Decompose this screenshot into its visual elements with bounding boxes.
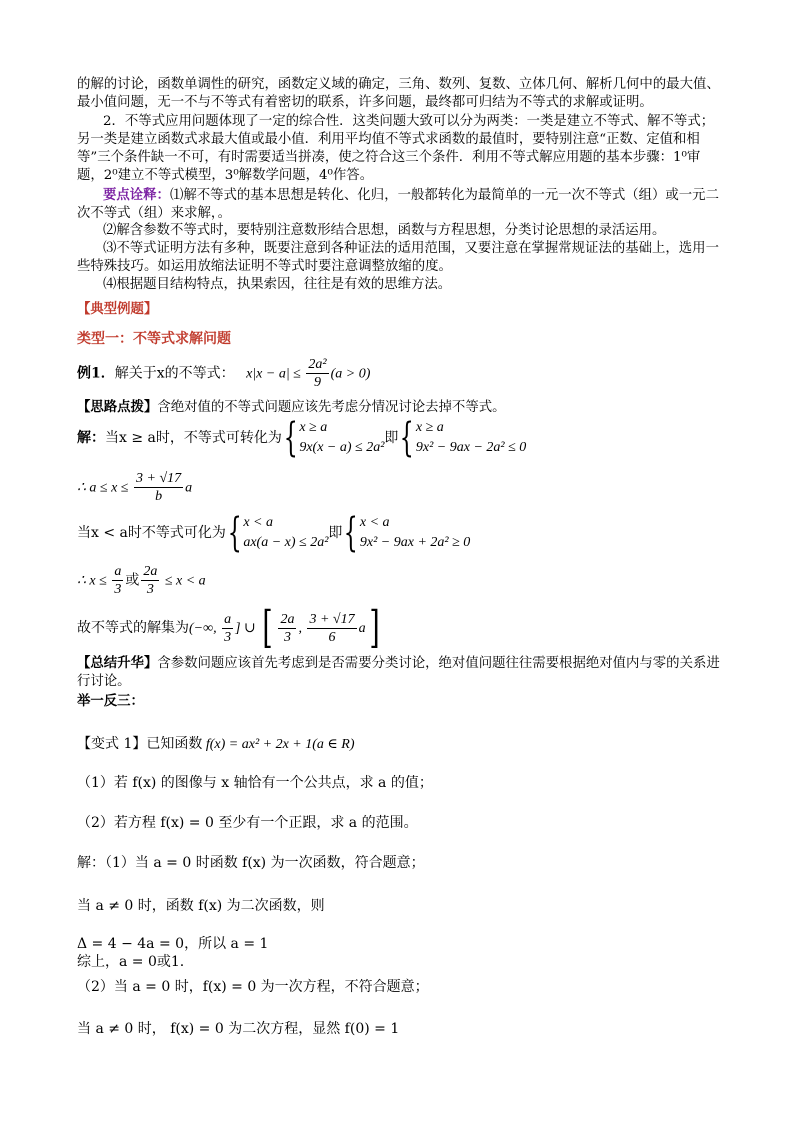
variant-question-1: （1）若 f(x) 的图像与 x 轴恰有一个公共点，求 a 的值； (77, 775, 433, 791)
typical-examples-heading: 【典型例题】 (77, 301, 158, 317)
hint-text: 含绝对值的不等式问题应该先考虑分情况讨论去掉不等式。 (157, 400, 506, 415)
solution-case-2: 当x < a时不等式可化为{ x < a ax(a − x) ≤ 2a² 即{ x < a 9x² − 9ax + 2a² ≥ 0 (77, 510, 471, 556)
solution-case-2-text: 当x < a时不等式可化为 (77, 525, 226, 541)
variant-solution-1: 解：（1）当 a = 0 时函数 f(x) 为一次函数，符合题意； (77, 855, 425, 871)
summary-paragraph (77, 654, 722, 691)
key-point-1 (77, 186, 722, 223)
type-one-heading: 类型一：不等式求解问题 (77, 331, 231, 347)
example-1-label: 例1． (77, 365, 115, 382)
paragraph-intro-continuation: 的解的讨论，函数单调性的研究，函数定义域的确定，三角、数列、复数、立体几何、解析几何中的最大值、最小值问题，无一不与不等式有着密切的联系，许多问题，最终都可归结为不等式的求解或证明。 (77, 77, 720, 110)
variant-solution-5: （2）当 a = 0 时，f(x) = 0 为一次方程，不符合题意； (77, 979, 429, 995)
solution-case-1-text: 当x ≥ a时，不等式可转化为 (105, 430, 282, 446)
variant-solution-3: Δ = 4 − 4a = 0，所以 a = 1 (77, 936, 269, 952)
huo-word: 或 (125, 572, 140, 589)
key-point-2: ⑵解含参数不等式时，要特别注意数形结合思想，函数与方程思想，分类讨论思想的录活运用。 (103, 223, 666, 238)
variant-1-text: 已知函数 (146, 736, 203, 752)
paragraph-application: 2．不等式应用问题体现了一定的综合性．这类问题大致可以分为两类：一类是建立不等式、解不等式；另一类是建立函数式求最大值或最小值．利用平均值不等式求函数的最值时，要特别注意“正数、定值和相等”三个条件缺一不可，有时需要适当拼凑，使之符合这三个条件．利用不等式解应用题的基本步骤：1⁰审题，2⁰建立不等式模型，3⁰解数学问题，4⁰作答。 (77, 114, 715, 183)
variant-1-statement: 【变式 1】已知函数 f(x) = ax² + 2x + 1(a ∈ R) (77, 736, 355, 752)
hint-label: 【思路点拨】 (77, 399, 158, 415)
solution-case-2-result: ∴ x ≤ $\frac{a}{3}$ 或 $\frac{2a}{3}$ ≤ x < a (77, 564, 206, 597)
key-point-1-text: ⑴解不等式的基本思想是转化、化归，一般都转化为最简单的一元一次不等式（组）或一元二次不等式（组）来求解，。 (77, 188, 719, 221)
ji-word-2: 即 (328, 525, 343, 541)
variant-question-2: （2）若方程 f(x) = 0 至少有一个正跟，求 a 的范围。 (77, 815, 418, 831)
variant-solution-2: 当 a ≠ 0 时，函数 f(x) 为二次函数，则 (77, 898, 325, 914)
ji-word: 即 (384, 430, 399, 446)
variant-solution-6: 当 a ≠ 0 时， f(x) = 0 为二次方程，显然 f(0) = 1 (77, 1021, 400, 1037)
summary-label: 【总结升华】 (77, 655, 158, 671)
key-points-label: 要点诠释： (103, 187, 170, 203)
variant-solution-4: 综上，a = 0或1. (77, 954, 185, 970)
key-point-4: ⑷根据题目结构特点，执果索因，往往是有效的思维方法。 (103, 277, 452, 292)
solution-case-1-result: ∴ a ≤ x ≤ $\frac{3 + √17}{b}$ a (77, 471, 193, 504)
variant-1-label: 【变式 1】 (77, 736, 147, 752)
example-1-text: 解关于x的不等式： (114, 365, 235, 382)
solution-case-1: 解：当x ≥ a时，不等式可转化为{ x ≥ a 9x(x − a) ≤ 2a² 即{ x ≥ a 9x² − 9ax − 2a² ≤ 0 (77, 415, 527, 461)
practice-heading: 举一反三： (77, 693, 144, 709)
solution-set-text: 故不等式的解集为 (77, 620, 189, 636)
example-1-statement: 例1．解关于x的不等式： x|x − a| ≤ $\frac{\text{2a²}}{9}$ (a > 0) (77, 357, 371, 390)
summary-text: 含参数问题应该首先考虑到是否需要分类讨论，绝对值问题往往需要根据绝对值内与零的关系进行讨论。 (77, 656, 720, 689)
key-point-3: ⑶不等式证明方法有多种，既要注意到各种证法的适用范围，又要注意在掌握常规证法的基础上，选用一些特殊技巧。如运用放缩法证明不等式时要注意调整放缩的度。 (77, 241, 719, 274)
solution-label: 解： (77, 430, 105, 446)
solution-set: 故不等式的解集为(−∞, $\frac{a}{3}$ ] ∪ [ $\frac{2a}{3}$ , $\frac{3 + √17}{6}$ a] (77, 602, 380, 653)
